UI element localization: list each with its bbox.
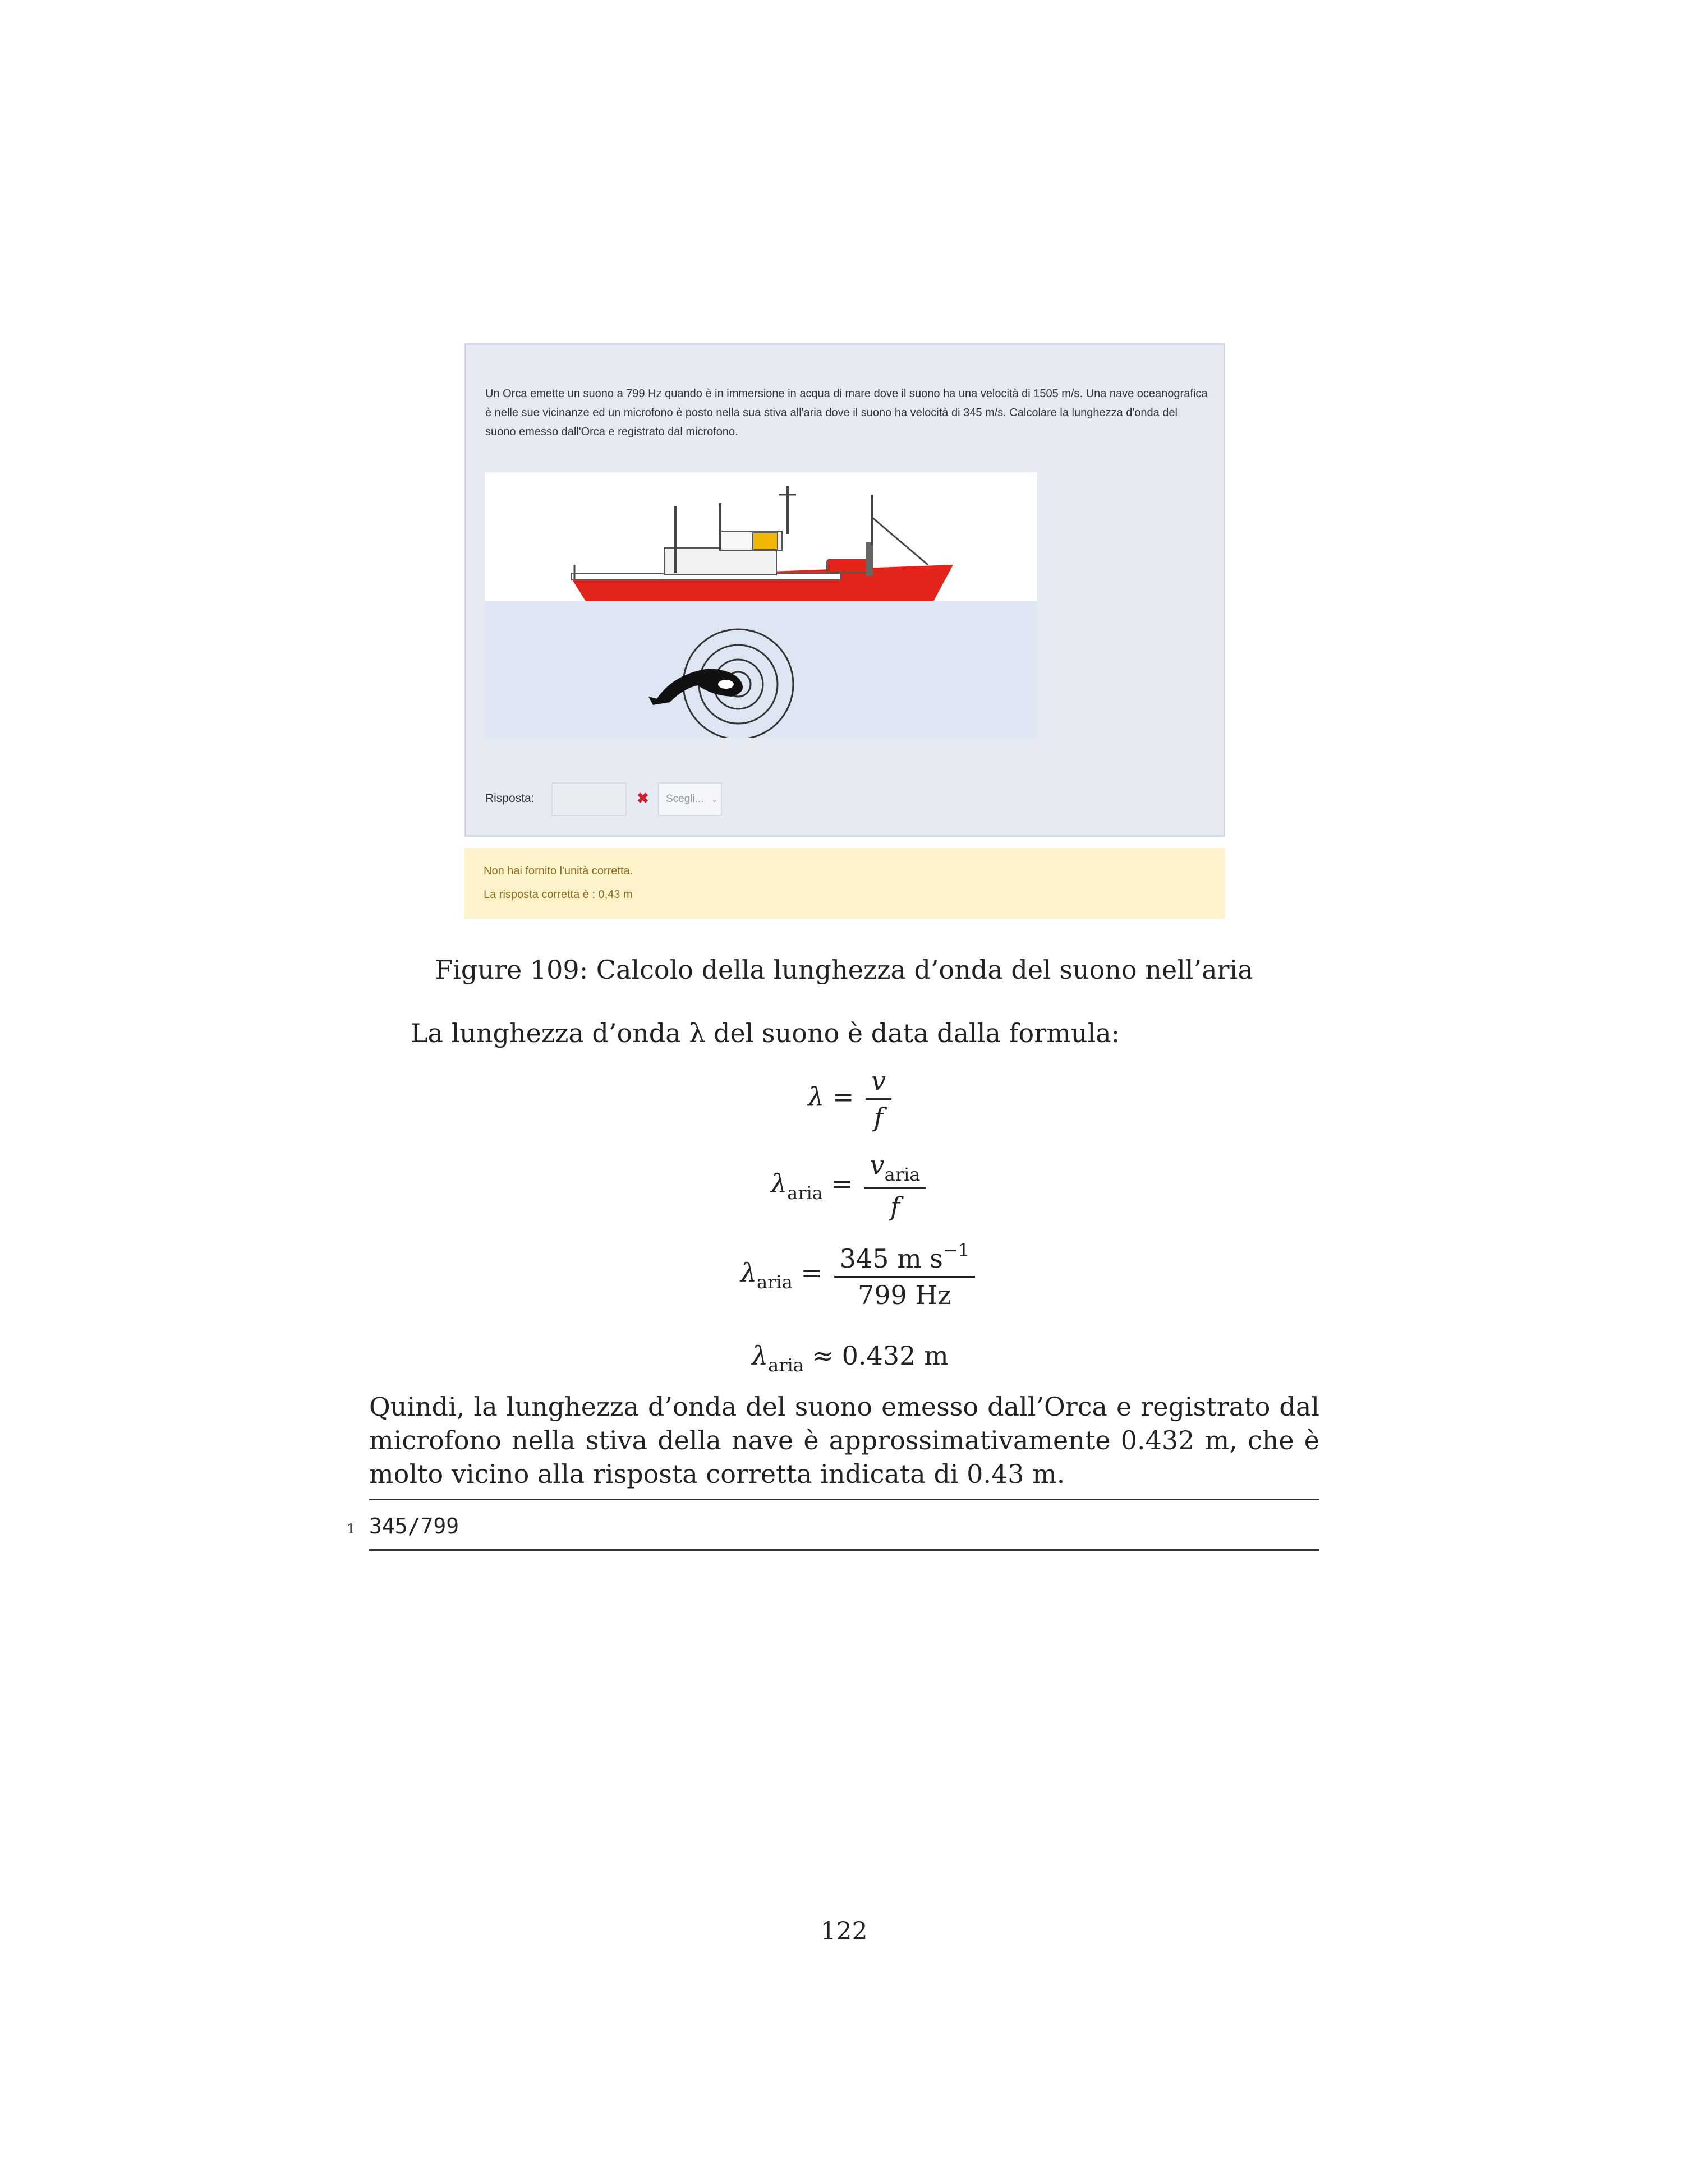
page-number: 122 [820, 1917, 868, 1946]
eq3-denominator: 799 Hz [857, 1280, 951, 1310]
eq1-denominator: f [873, 1102, 884, 1132]
equation-3 [740, 1240, 978, 1310]
equation-2 [771, 1150, 929, 1222]
answer-label: Risposta: [485, 792, 535, 805]
eq4-lhs: λ [752, 1340, 769, 1371]
quiz-panel [464, 343, 1225, 837]
answer-row [485, 782, 822, 816]
feedback-box [464, 848, 1225, 919]
code-listing [347, 1513, 459, 1539]
code-bottom-rule [369, 1549, 1319, 1551]
code-top-rule [369, 1499, 1319, 1500]
unit-select[interactable] [658, 782, 722, 816]
eq4-rel: ≈ [812, 1340, 834, 1371]
eq3-lhs-sub: aria [757, 1271, 793, 1293]
intro-paragraph: La lunghezza d’onda λ del suono è data dalla formula: [411, 1018, 1120, 1048]
equation-1 [808, 1066, 895, 1132]
eq3-numerator [834, 1240, 975, 1278]
eq4-lhs-sub: aria [768, 1354, 804, 1376]
unit-select-placeholder: Scegli... [666, 793, 704, 805]
eq2-lhs-sub: aria [787, 1182, 823, 1204]
eq2-num-main: v [870, 1150, 885, 1180]
feedback-correct-answer: La risposta corretta è : 0,43 m [484, 888, 633, 901]
eq3-num-sup: −1 [942, 1240, 970, 1261]
conclusion-paragraph: Quindi, la lunghezza d’onda del suono emesso dall’Orca e registrato dal microfono nella stiva della nave è approssimativamente 0.432 m, che è molto vicino alla risposta corretta indicata di 0.43 m. [369, 1392, 1319, 1489]
eq2-num-sub: aria [884, 1164, 921, 1185]
eq1-numerator: v [866, 1066, 891, 1100]
eq1-rel: = [832, 1081, 854, 1112]
eq3-lhs: λ [740, 1257, 757, 1288]
answer-input[interactable] [551, 782, 627, 816]
equation-4 [752, 1340, 949, 1376]
eq4-rhs: 0.432 m [841, 1340, 949, 1371]
eq2-lhs: λ [771, 1168, 788, 1199]
eq1-fraction [866, 1066, 891, 1132]
eq2-denominator: f [890, 1191, 900, 1222]
close-icon[interactable]: ✖ [637, 790, 649, 807]
eq2-fraction [864, 1150, 926, 1222]
chevron-down-icon: ⌄ [711, 795, 718, 804]
eq3-fraction [834, 1240, 975, 1310]
code-line-number: 1 [347, 1521, 356, 1537]
eq2-rel: = [831, 1168, 853, 1199]
ship-orca-illustration [485, 472, 1037, 738]
code-line: 345/799 [369, 1514, 459, 1538]
eq2-numerator [864, 1150, 926, 1189]
eq3-rel: = [801, 1257, 823, 1288]
question-text: Un Orca emette un suono a 799 Hz quando è in immersione in acqua di mare dove il suono ha una velocità di 1505 m/s. Una nave oceanografica è nelle sue vicinanze ed un microfono è posto nella sua stiva all'aria dove il suono ha velocità di 345 m/s. Calcolare la lunghezza d'onda del suono emesso dall'Orca e registrato dal microfono. [485, 388, 1208, 438]
feedback-unit-warning: Non hai fornito l'unità corretta. [484, 865, 633, 877]
eq1-lhs: λ [808, 1081, 825, 1112]
figure-caption: Figure 109: Calcolo della lunghezza d’onda del suono nell’aria [435, 955, 1253, 985]
eq3-num-main: 345 m s [839, 1243, 943, 1274]
